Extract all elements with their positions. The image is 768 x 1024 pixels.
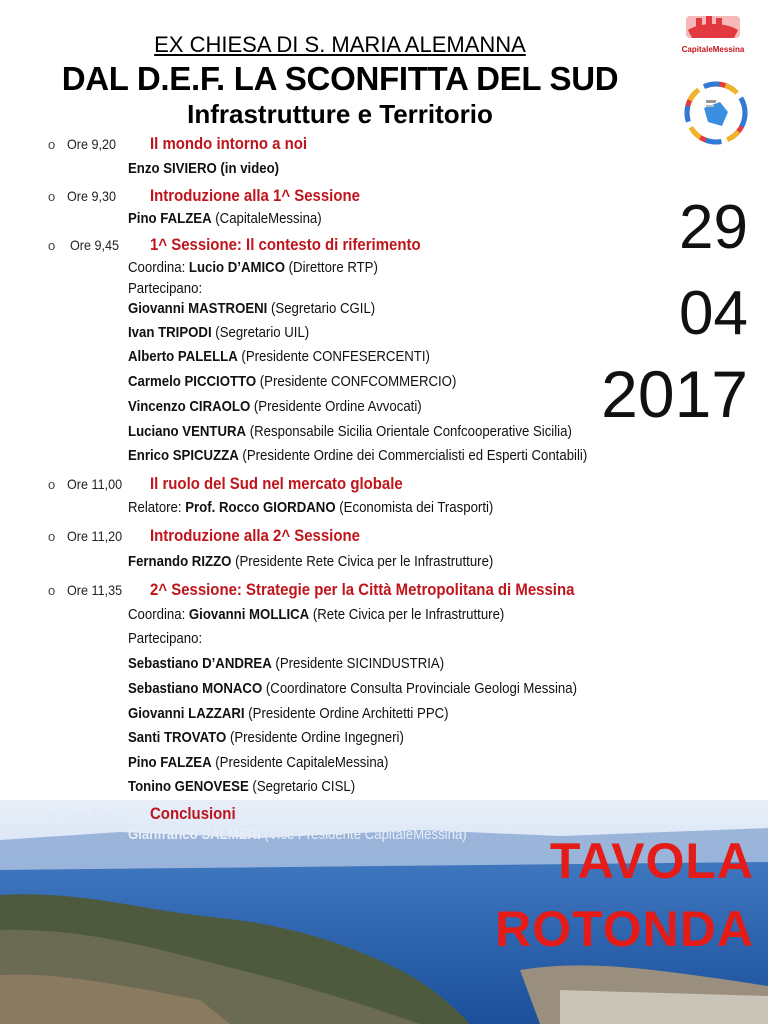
date-month: 04	[679, 279, 748, 348]
speaker-role: (Presidente Ordine Architetti PPC)	[244, 705, 449, 722]
agenda-time: Ore 9,20	[67, 136, 117, 152]
agenda-speaker	[128, 705, 449, 722]
agenda-speaker	[128, 423, 572, 440]
agenda-session-title: Introduzione alla 1^ Sessione	[150, 186, 360, 205]
svg-text:CapitaleMessina: CapitaleMessina	[681, 45, 745, 54]
circular-emblem-logo	[682, 78, 750, 148]
agenda-time: Ore 11,00	[67, 476, 123, 492]
speaker-role: (Vice Presidente CapitaleMessina)	[260, 826, 467, 843]
agenda-time: Ore 11,35	[67, 582, 123, 598]
speaker-name: Pino FALZEA	[128, 754, 212, 771]
capitalemessina-logo	[678, 8, 748, 63]
speaker-name: Tonino GENOVESE	[128, 778, 249, 795]
speaker-role: (Segretario CGIL)	[267, 300, 376, 317]
speaker-role: (Presidente CapitaleMessina)	[211, 754, 389, 771]
speaker-role: (Presidente CONFCOMMERCIO)	[256, 373, 457, 390]
agenda-time: Ore 11,20	[67, 528, 123, 544]
venue-heading: EX CHIESA DI S. MARIA ALEMANNA	[154, 32, 526, 57]
bullet-icon: o	[48, 529, 56, 544]
page-title: DAL D.E.F. LA SCONFITTA DEL SUD	[61, 60, 619, 97]
speaker-role: (Presidente Ordine Avvocati)	[250, 398, 422, 415]
speaker-role: (Segretario UIL)	[211, 324, 310, 341]
speaker-role: (Responsabile Sicilia Orientale Confcooperative Sicilia)	[246, 423, 572, 440]
agenda-speaker	[128, 729, 404, 746]
agenda-coordinator	[128, 259, 378, 276]
agenda-speaker	[128, 300, 375, 317]
agenda-item	[0, 186, 680, 208]
bullet-icon: o	[48, 238, 56, 253]
agenda-speaker	[128, 680, 577, 697]
speaker-label: Relatore:	[128, 499, 186, 516]
coordinator-label: Coordina:	[128, 606, 189, 623]
agenda-time: Ore 9,45	[70, 237, 120, 253]
participants-label: Partecipano:	[128, 630, 203, 647]
speaker-name: Enrico SPICUZZA	[128, 447, 239, 464]
agenda-speaker	[128, 778, 355, 795]
speaker-name: Enzo SIVIERO (in video)	[128, 160, 280, 177]
speaker-role: (Economista dei Trasporti)	[335, 499, 494, 516]
speaker-name: Vincenzo CIRAOLO	[128, 398, 251, 415]
agenda-speaker	[128, 447, 587, 464]
agenda-item	[0, 580, 680, 602]
agenda-item	[0, 474, 680, 496]
speaker-name: Giovanni LAZZARI	[128, 705, 245, 722]
agenda-speaker	[128, 348, 430, 365]
agenda-session-title: Introduzione alla 2^ Sessione	[150, 526, 360, 545]
speaker-name: Carmelo PICCIOTTO	[128, 373, 257, 390]
agenda-time: Ore 12,45	[67, 806, 124, 822]
agenda-speaker	[128, 553, 493, 570]
agenda-speaker	[128, 398, 422, 415]
coordinator-label: Coordina:	[128, 259, 189, 276]
agenda-session-title: Conclusioni	[150, 804, 236, 823]
bullet-icon: o	[48, 807, 56, 822]
agenda-session-title: Il mondo intorno a noi	[150, 134, 308, 153]
bullet-icon: o	[48, 477, 56, 492]
speaker-name: Luciano VENTURA	[128, 423, 247, 440]
bullet-icon: o	[48, 189, 56, 204]
date-day: 29	[679, 193, 748, 262]
agenda-speaker	[128, 210, 322, 227]
speaker-role: (Presidente Rete Civica per le Infrastrutture)	[231, 553, 494, 570]
agenda-speaker	[128, 324, 309, 341]
agenda-speaker	[128, 754, 388, 771]
agenda-coordinator	[128, 606, 504, 623]
agenda-speaker	[128, 160, 279, 177]
banner-line-1: TAVOLA	[549, 833, 754, 889]
participants-label: Partecipano:	[128, 280, 203, 297]
bullet-icon: o	[48, 583, 56, 598]
banner-line-2: ROTONDA	[495, 901, 754, 957]
agenda-session-title: 2^ Sessione: Strategie per la Città Metropolitana di Messina	[150, 580, 575, 599]
speaker-name: Alberto PALELLA	[128, 348, 238, 365]
speaker-role: (Rete Civica per le Infrastrutture)	[309, 606, 505, 623]
speaker-name: Pino FALZEA	[128, 210, 212, 227]
speaker-name: Santi TROVATO	[128, 729, 227, 746]
speaker-role: (Coordinatore Consulta Provinciale Geologi Messina)	[262, 680, 577, 697]
speaker-role: (Segretario CISL)	[248, 778, 356, 795]
speaker-name: Gianfranco SALMERI	[128, 826, 261, 843]
agenda-item	[0, 526, 680, 548]
speaker-role: (Presidente SICINDUSTRIA)	[271, 655, 445, 672]
speaker-name: Giovanni MASTROENI	[128, 300, 268, 317]
speaker-name: Fernando RIZZO	[128, 553, 232, 570]
agenda-speaker	[128, 826, 467, 843]
agenda-speaker	[128, 373, 456, 390]
agenda-session-title: 1^ Sessione: Il contesto di riferimento	[150, 235, 421, 254]
speaker-role: (Direttore RTP)	[284, 259, 378, 276]
speaker-name: Lucio D’AMICO	[188, 259, 285, 276]
bullet-icon: o	[48, 137, 56, 152]
page-subtitle: Infrastrutture e Territorio	[187, 99, 493, 129]
date-year: 2017	[601, 357, 748, 431]
speaker-role: (Presidente CONFESERCENTI)	[237, 348, 430, 365]
speaker-role: (CapitaleMessina)	[211, 210, 322, 227]
speaker-role: (Presidente Ordine Ingegneri)	[226, 729, 404, 746]
speaker-name: Ivan TRIPODI	[128, 324, 212, 341]
speaker-name: Sebastiano MONACO	[128, 680, 263, 697]
agenda-time: Ore 9,30	[67, 188, 117, 204]
speaker-name: Prof. Rocco GIORDANO	[185, 499, 336, 516]
speaker-name: Sebastiano D’ANDREA	[128, 655, 272, 672]
agenda-item	[0, 134, 680, 156]
agenda-session-title: Il ruolo del Sud nel mercato globale	[150, 474, 403, 493]
speaker-role: (Presidente Ordine dei Commercialisti ed Esperti Contabili)	[238, 447, 588, 464]
agenda-speaker	[128, 499, 493, 516]
speaker-name: Giovanni MOLLICA	[188, 606, 310, 623]
agenda-item	[0, 804, 680, 826]
agenda-speaker	[128, 655, 444, 672]
agenda-item	[0, 235, 680, 257]
